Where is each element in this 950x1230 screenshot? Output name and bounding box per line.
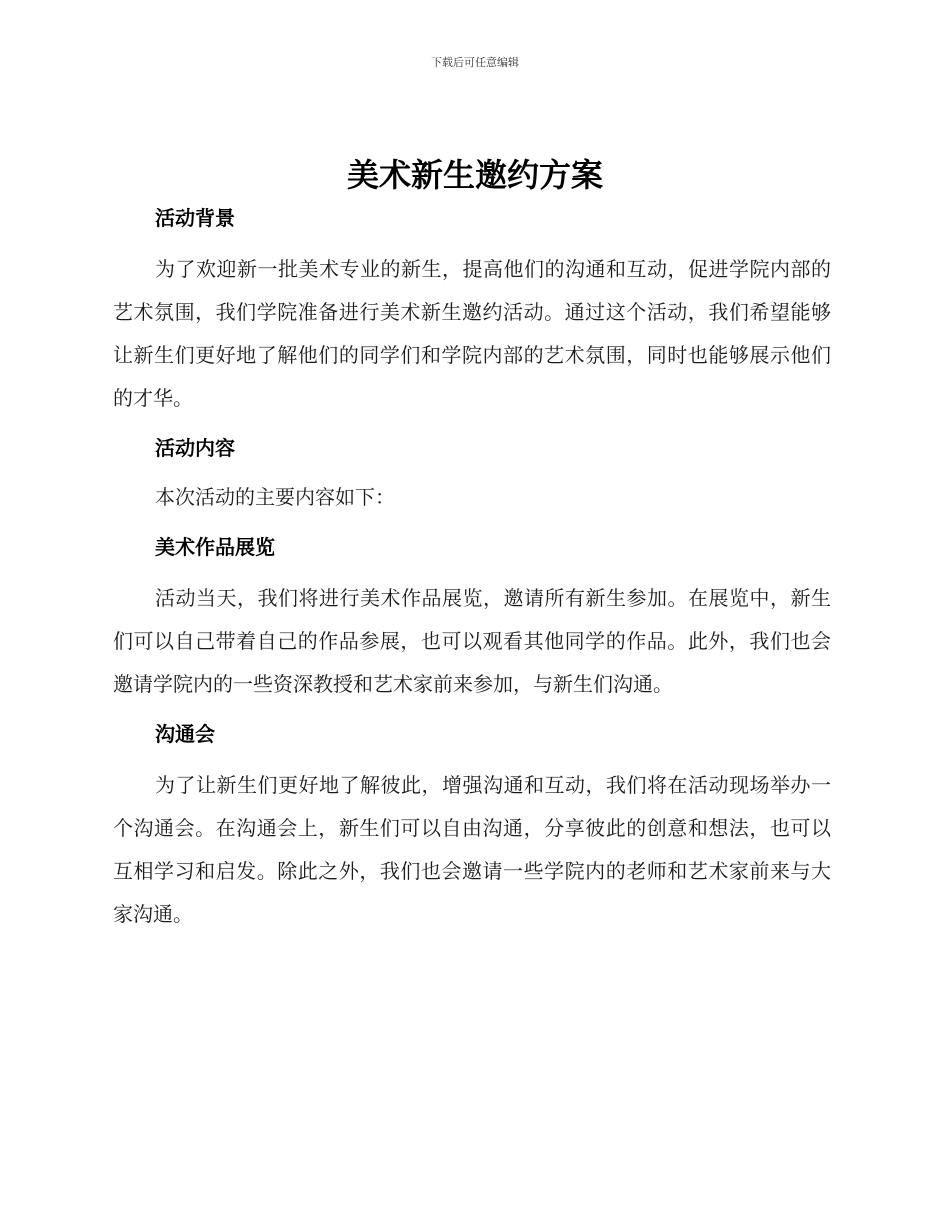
paragraph-background: 为了欢迎新一批美术专业的新生，提高他们的沟通和互动，促进学院内部的艺术氛围，我们学院准备进行美术新生邀约活动。通过这个活动，我们希望能够让新生们更好地了解他们的同学们和学院内部的艺术氛围，同时也能够展示他们的才华。 — [113, 257, 831, 410]
section-heading-communication-meeting: 沟通会 — [155, 722, 215, 746]
paragraph-communication-meeting: 为了让新生们更好地了解彼此，增强沟通和互动，我们将在活动现场举办一个沟通会。在沟通会上，新生们可以自由沟通，分享彼此的创意和想法，也可以互相学习和启发。除此之外，我们也会邀请一些学院内的老师和艺术家前来与大家沟通。 — [113, 773, 831, 926]
paragraph-content: 本次活动的主要内容如下： — [155, 485, 395, 509]
page-header-note: 下载后可任意编辑 — [431, 56, 519, 69]
paragraph-art-exhibition: 活动当天，我们将进行美术作品展览，邀请所有新生参加。在展览中，新生们可以自己带着自己的作品参展，也可以观看其他同学的作品。此外，我们也会邀请学院内的一些资深教授和艺术家前来参加，与新生们沟通。 — [113, 586, 831, 696]
section-heading-art-exhibition: 美术作品展览 — [155, 535, 275, 559]
document-title: 美术新生邀约方案 — [346, 156, 603, 194]
document-body — [113, 200, 831, 936]
section-heading-background: 活动背景 — [155, 206, 235, 230]
section-heading-content: 活动内容 — [155, 436, 235, 460]
